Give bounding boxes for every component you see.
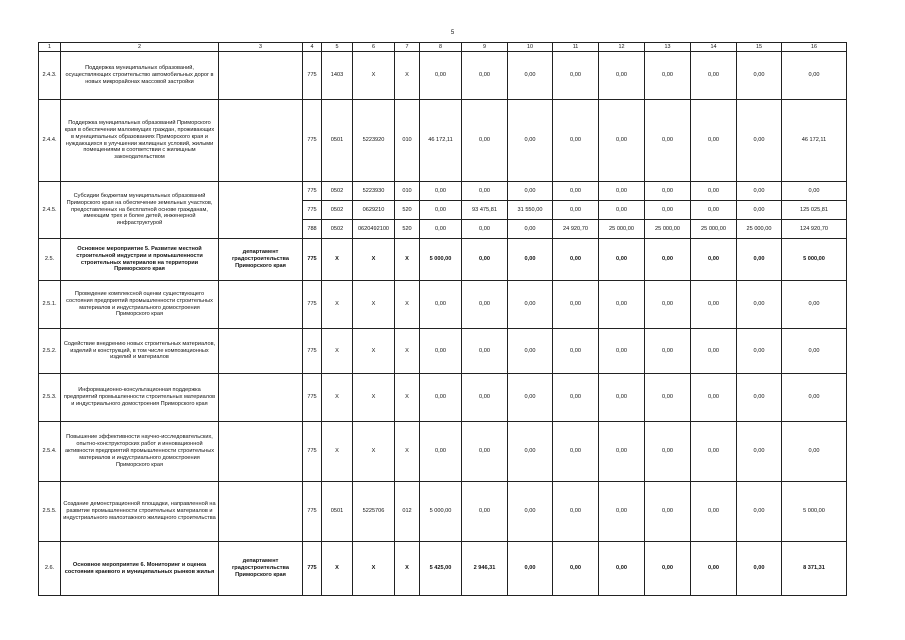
- table-cell: 0,00: [508, 422, 553, 482]
- table-row: [39, 482, 847, 542]
- row-executor: [219, 100, 303, 182]
- table-cell: 0,00: [599, 422, 645, 482]
- table-cell: 775: [303, 281, 322, 329]
- table-cell: 775: [303, 374, 322, 422]
- table-cell: 010: [395, 100, 420, 182]
- table-cell: 0,00: [599, 281, 645, 329]
- table-cell: 0,00: [645, 239, 691, 281]
- table-cell: 0,00: [691, 329, 737, 374]
- table-cell: 0,00: [462, 182, 508, 201]
- table-cell: 46 172,11: [782, 100, 847, 182]
- table-cell: 5 000,00: [420, 482, 462, 542]
- table-cell: Х: [395, 542, 420, 596]
- table-cell: 25 000,00: [737, 220, 782, 239]
- row-name: Содействие внедрению новых строительных материалов, изделий и конструкций, в том числе композиционных изделий и материалов: [61, 329, 219, 374]
- table-cell: Х: [353, 239, 395, 281]
- table-row: [39, 281, 847, 329]
- table-cell: 775: [303, 182, 322, 201]
- row-executor: департамент градостроительства Приморского края: [219, 239, 303, 281]
- table-cell: 0,00: [508, 182, 553, 201]
- table-cell: 0,00: [420, 374, 462, 422]
- budget-table: [38, 42, 847, 596]
- table-cell: 0,00: [420, 422, 462, 482]
- table-cell: 0,00: [599, 52, 645, 100]
- table-cell: 5223920: [353, 100, 395, 182]
- column-header: 9: [462, 43, 508, 52]
- row-name: Повышение эффективности научно-исследовательских, опытно-конструкторских работ и инновационной активности предприятий промышленности строительных материалов и индустриального домостроения Приморского края: [61, 422, 219, 482]
- table-cell: 93 475,81: [462, 201, 508, 220]
- table-cell: 0,00: [737, 239, 782, 281]
- table-cell: 2 946,31: [462, 542, 508, 596]
- table-cell: 775: [303, 542, 322, 596]
- table-cell: Х: [353, 374, 395, 422]
- table-cell: 0,00: [737, 100, 782, 182]
- table-cell: 0,00: [691, 542, 737, 596]
- row-executor: [219, 374, 303, 422]
- table-cell: 0,00: [462, 100, 508, 182]
- table-cell: 520: [395, 201, 420, 220]
- table-cell: 0,00: [462, 281, 508, 329]
- row-name: Основное мероприятие 5. Развитие местной строительной индустрии и промышленности строительных материалов на территории Приморского края: [61, 239, 219, 281]
- table-cell: 25 000,00: [645, 220, 691, 239]
- table-cell: 0,00: [737, 52, 782, 100]
- table-cell: Х: [395, 374, 420, 422]
- table-cell: 0,00: [645, 201, 691, 220]
- table-cell: 012: [395, 482, 420, 542]
- table-cell: 0502: [322, 220, 353, 239]
- column-header: 12: [599, 43, 645, 52]
- table-cell: 0,00: [599, 239, 645, 281]
- row-executor: [219, 182, 303, 239]
- table-cell: 0,00: [645, 329, 691, 374]
- table-row: [39, 182, 847, 201]
- table-cell: 0,00: [462, 329, 508, 374]
- table-cell: 0,00: [462, 482, 508, 542]
- table-cell: 0,00: [599, 100, 645, 182]
- table-cell: Х: [353, 422, 395, 482]
- table-cell: 0,00: [691, 100, 737, 182]
- table-cell: 775: [303, 239, 322, 281]
- table-cell: 0,00: [462, 422, 508, 482]
- table-cell: 0,00: [508, 542, 553, 596]
- table-cell: 8 371,31: [782, 542, 847, 596]
- table-cell: 0,00: [599, 329, 645, 374]
- column-header: 6: [353, 43, 395, 52]
- table-cell: Х: [322, 329, 353, 374]
- table-cell: 0,00: [420, 220, 462, 239]
- table-cell: 25 000,00: [691, 220, 737, 239]
- table-row: [39, 422, 847, 482]
- table-cell: 0,00: [645, 482, 691, 542]
- table-cell: 0,00: [420, 281, 462, 329]
- table-cell: 775: [303, 100, 322, 182]
- table-cell: 0,00: [420, 329, 462, 374]
- table-cell: 31 550,00: [508, 201, 553, 220]
- table-cell: Х: [353, 52, 395, 100]
- table-cell: 0,00: [553, 482, 599, 542]
- table-cell: 0,00: [691, 182, 737, 201]
- table-cell: 0,00: [553, 422, 599, 482]
- table-cell: 0,00: [599, 482, 645, 542]
- table-cell: 788: [303, 220, 322, 239]
- table-cell: 0,00: [508, 281, 553, 329]
- table-cell: 0,00: [462, 220, 508, 239]
- table-cell: 0,00: [737, 542, 782, 596]
- column-header: 3: [219, 43, 303, 52]
- table-cell: 775: [303, 422, 322, 482]
- table-cell: 0,00: [782, 52, 847, 100]
- table-cell: 0,00: [782, 281, 847, 329]
- table-cell: 010: [395, 182, 420, 201]
- row-executor: департамент градостроительства Приморского края: [219, 542, 303, 596]
- header-row: [39, 43, 847, 52]
- column-header: 15: [737, 43, 782, 52]
- table-cell: 0,00: [737, 482, 782, 542]
- row-name: Поддержка муниципальных образований Приморского края в обеспечении малоимущих граждан, проживающих в муниципальных образованиях Приморского края и нуждающихся в улучшении жилищных условий, жилыми помещениями в соответствии с жилищным законодательством: [61, 100, 219, 182]
- column-header: 4: [303, 43, 322, 52]
- table-cell: 0,00: [553, 100, 599, 182]
- table-cell: 5 425,00: [420, 542, 462, 596]
- table-cell: 25 000,00: [599, 220, 645, 239]
- table-cell: Х: [322, 422, 353, 482]
- table-cell: 0,00: [645, 542, 691, 596]
- row-code: 2.4.4.: [39, 100, 61, 182]
- table-cell: 0,00: [782, 329, 847, 374]
- table-cell: 0,00: [508, 100, 553, 182]
- table-cell: 0,00: [737, 281, 782, 329]
- table-cell: 0,00: [691, 52, 737, 100]
- row-executor: [219, 281, 303, 329]
- table-cell: Х: [353, 281, 395, 329]
- table-row: [39, 329, 847, 374]
- table-cell: 0,00: [420, 201, 462, 220]
- table-cell: 0,00: [691, 201, 737, 220]
- column-header: 14: [691, 43, 737, 52]
- table-cell: 0,00: [737, 329, 782, 374]
- column-header: 10: [508, 43, 553, 52]
- table-cell: 1403: [322, 52, 353, 100]
- table-cell: 0,00: [599, 374, 645, 422]
- table-cell: 0,00: [553, 52, 599, 100]
- table-cell: 0,00: [645, 52, 691, 100]
- table-cell: Х: [322, 374, 353, 422]
- table-cell: 5223930: [353, 182, 395, 201]
- table-cell: 0,00: [553, 374, 599, 422]
- table-cell: 0,00: [553, 182, 599, 201]
- table-cell: 0,00: [691, 482, 737, 542]
- table-row: [39, 239, 847, 281]
- table-cell: 0,00: [737, 201, 782, 220]
- table-cell: 0,00: [691, 239, 737, 281]
- table-cell: 0,00: [645, 374, 691, 422]
- row-code: 2.4.5.: [39, 182, 61, 239]
- column-header: 8: [420, 43, 462, 52]
- table-cell: 5 000,00: [420, 239, 462, 281]
- table-cell: Х: [395, 239, 420, 281]
- table-cell: 0,00: [691, 374, 737, 422]
- table-cell: 24 920,70: [553, 220, 599, 239]
- table-cell: 0502: [322, 201, 353, 220]
- table-cell: Х: [395, 329, 420, 374]
- row-code: 2.5.4.: [39, 422, 61, 482]
- row-executor: [219, 482, 303, 542]
- row-name: Проведение комплексной оценки существующего состояния предприятий промышленности строительных материалов и индустриального домостроения Приморского края: [61, 281, 219, 329]
- table-cell: 0,00: [599, 201, 645, 220]
- table-cell: 0,00: [782, 182, 847, 201]
- table-cell: 0,00: [737, 374, 782, 422]
- row-executor: [219, 52, 303, 100]
- table-cell: 0,00: [737, 182, 782, 201]
- table-cell: 775: [303, 52, 322, 100]
- row-executor: [219, 422, 303, 482]
- table-cell: 0,00: [691, 422, 737, 482]
- table-row: [39, 542, 847, 596]
- table-cell: 0,00: [462, 239, 508, 281]
- table-cell: 0502: [322, 182, 353, 201]
- table-cell: 0,00: [462, 374, 508, 422]
- column-header: 1: [39, 43, 61, 52]
- table-cell: Х: [395, 281, 420, 329]
- table-cell: 0,00: [599, 182, 645, 201]
- table-cell: 0,00: [508, 220, 553, 239]
- table-cell: 5 000,00: [782, 239, 847, 281]
- table-row: [39, 374, 847, 422]
- table-cell: 0,00: [508, 52, 553, 100]
- row-code: 2.5.1.: [39, 281, 61, 329]
- table-cell: 0,00: [645, 422, 691, 482]
- row-name: Поддержка муниципальных образований, осуществляющих строительство автомобильных дорог в новых микрорайонах массовой застройки: [61, 52, 219, 100]
- table-cell: Х: [353, 329, 395, 374]
- table-cell: 0,00: [420, 52, 462, 100]
- page-number: 5: [450, 30, 455, 36]
- table-cell: 0,00: [645, 281, 691, 329]
- column-header: 16: [782, 43, 847, 52]
- table-cell: 0,00: [553, 281, 599, 329]
- table-cell: 0,00: [782, 422, 847, 482]
- table-cell: 0,00: [599, 542, 645, 596]
- table-cell: 0,00: [553, 542, 599, 596]
- column-header: 5: [322, 43, 353, 52]
- row-name: Информационно-консультационная поддержка предприятий промышленности строительных материалов и индустриального домостроения Приморского края: [61, 374, 219, 422]
- row-code: 2.5.2.: [39, 329, 61, 374]
- table-cell: 0,00: [691, 281, 737, 329]
- table-cell: Х: [395, 422, 420, 482]
- table-cell: Х: [322, 542, 353, 596]
- column-header: 13: [645, 43, 691, 52]
- table-cell: 46 172,11: [420, 100, 462, 182]
- table-cell: Х: [353, 542, 395, 596]
- table-row: [39, 52, 847, 100]
- row-executor: [219, 329, 303, 374]
- column-header: 11: [553, 43, 599, 52]
- column-header: 2: [61, 43, 219, 52]
- table-cell: Х: [395, 52, 420, 100]
- table-cell: Х: [322, 281, 353, 329]
- table-cell: 0,00: [645, 100, 691, 182]
- table-cell: 0,00: [553, 329, 599, 374]
- table-cell: 775: [303, 482, 322, 542]
- table-cell: 0,00: [508, 329, 553, 374]
- table-cell: 0629210: [353, 201, 395, 220]
- row-code: 2.5.3.: [39, 374, 61, 422]
- row-name: Создание демонстрационной площадки, направленной на развитие промышленности строительных материалов и индустриального малоэтажного жилищного строительства: [61, 482, 219, 542]
- table-cell: 0,00: [737, 422, 782, 482]
- table-cell: 0,00: [782, 374, 847, 422]
- table-cell: 0,00: [508, 482, 553, 542]
- table-row: [39, 100, 847, 182]
- table-cell: 5225706: [353, 482, 395, 542]
- table-cell: 0,00: [508, 374, 553, 422]
- table-cell: 5 000,00: [782, 482, 847, 542]
- table-cell: 0,00: [645, 182, 691, 201]
- table-cell: 520: [395, 220, 420, 239]
- table-cell: 125 025,81: [782, 201, 847, 220]
- row-code: 2.4.3.: [39, 52, 61, 100]
- row-code: 2.6.: [39, 542, 61, 596]
- table-cell: 775: [303, 329, 322, 374]
- table-cell: 0,00: [462, 52, 508, 100]
- row-code: 2.5.: [39, 239, 61, 281]
- table-cell: 775: [303, 201, 322, 220]
- table-cell: 0,00: [553, 201, 599, 220]
- table-cell: 0,00: [420, 182, 462, 201]
- column-header: 7: [395, 43, 420, 52]
- table-cell: Х: [322, 239, 353, 281]
- table-cell: 0620492100: [353, 220, 395, 239]
- table-cell: 0,00: [553, 239, 599, 281]
- row-code: 2.5.5.: [39, 482, 61, 542]
- row-name: Основное мероприятие 6. Мониторинг и оценка состояния краевого и муниципальных рынков жилья: [61, 542, 219, 596]
- table-cell: 0501: [322, 482, 353, 542]
- table-cell: 124 920,70: [782, 220, 847, 239]
- table-cell: 0,00: [508, 239, 553, 281]
- table-cell: 0501: [322, 100, 353, 182]
- row-name: Субсидии бюджетам муниципальных образований Приморского края на обеспечение земельных участков, предоставленных на бесплатной основе гражданам, имеющим трех и более детей, инженерной инфраструктурой: [61, 182, 219, 239]
